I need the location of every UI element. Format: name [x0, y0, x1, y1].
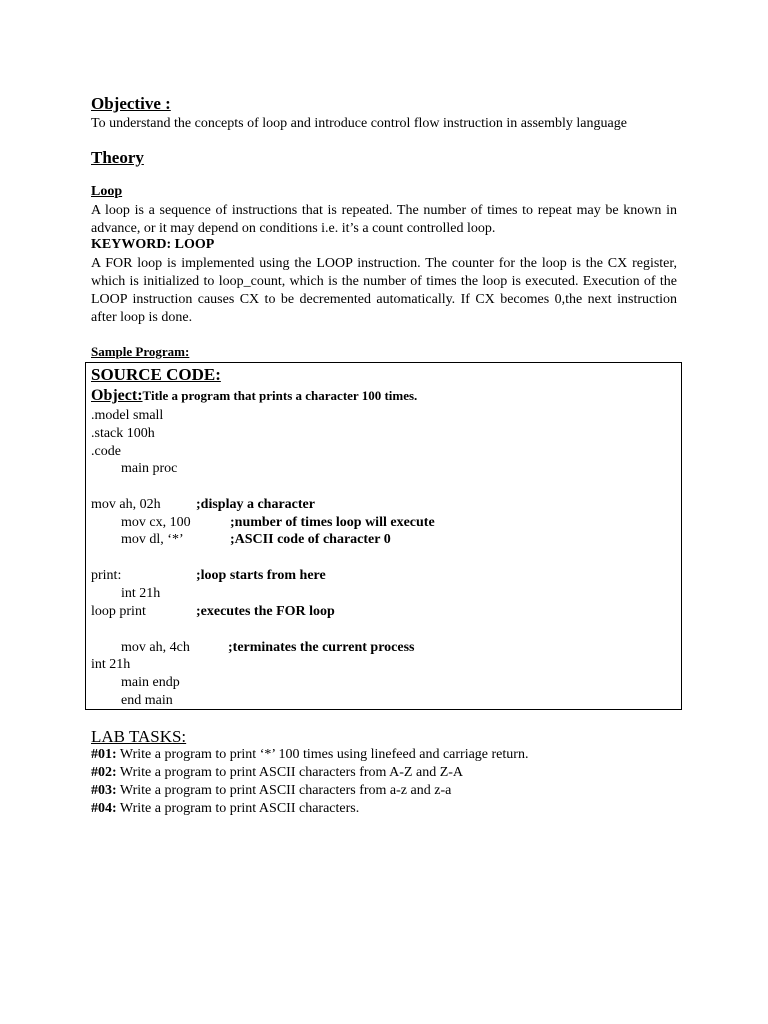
objective-text: To understand the concepts of loop and introduce control flow instruction in assembly language — [91, 116, 627, 131]
code-line: mov dl, ‘*’ — [121, 532, 184, 547]
lab-task-item — [91, 782, 451, 800]
lab-task-item — [91, 800, 359, 818]
code-line: main endp — [121, 675, 180, 690]
code-comment: ;executes the FOR loop — [196, 604, 335, 619]
object-line — [91, 387, 417, 406]
code-line: mov ah, 02h — [91, 497, 161, 512]
code-comment: ;loop starts from here — [196, 568, 326, 583]
code-line: end main — [121, 693, 173, 708]
loop-paragraph: A loop is a sequence of instructions that is repeated. The number of times to repeat may be known in advance, or it may depend on conditions i.e. it’s a count controlled loop. — [91, 203, 677, 236]
code-comment: ;display a character — [196, 497, 315, 512]
source-code-title-line — [91, 366, 221, 386]
theory-heading: Theory — [91, 148, 144, 167]
code-line: mov ah, 4ch — [121, 640, 190, 655]
object-label: Object: — [91, 387, 143, 404]
for-loop-paragraph: A FOR loop is implemented using the LOOP instruction. The counter for the loop is the CX register, which is initialized to loop_count, which is the number of times the loop is executed. Execution of the LOOP instruction causes CX to be decremented automatically. If CX becomes 0,the next instruction after loop is done. — [91, 256, 677, 325]
code-comment: ;number of times loop will execute — [230, 515, 435, 530]
task-text: Write a program to print ASCII characters from a-z and z-a — [116, 783, 452, 798]
loop-heading: Loop — [91, 184, 123, 199]
task-text: Write a program to print ASCII characters. — [116, 801, 360, 816]
code-line: .model small — [91, 408, 164, 423]
code-line: main proc — [121, 461, 178, 476]
code-line: print: — [91, 568, 122, 583]
code-comment: ;terminates the current process — [228, 640, 415, 655]
lab-tasks-heading: LAB TASKS: — [91, 727, 187, 746]
task-number: #01: — [91, 747, 117, 762]
code-line: int 21h — [91, 657, 131, 672]
code-comment: ;ASCII code of character 0 — [230, 532, 391, 547]
task-number: #02: — [91, 765, 117, 780]
lab-task-item — [91, 746, 528, 764]
lab-task-item — [91, 764, 463, 782]
task-number: #04: — [91, 801, 117, 816]
objective-heading: Objective : — [91, 94, 171, 113]
task-number: #03: — [91, 783, 117, 798]
keyword-heading: KEYWORD: LOOP — [91, 237, 215, 252]
code-line: mov cx, 100 — [121, 515, 191, 530]
sample-program-heading: Sample Program: — [91, 344, 190, 359]
code-line: int 21h — [121, 586, 161, 601]
code-line: .stack 100h — [91, 426, 155, 441]
code-line: .code — [91, 444, 121, 459]
source-code-box — [85, 362, 682, 710]
source-code-title: SOURCE CODE: — [91, 365, 221, 384]
task-text: Write a program to print ‘*’ 100 times using linefeed and carriage return. — [116, 747, 529, 762]
object-text: Title a program that prints a character 100 times. — [142, 388, 418, 403]
code-line: loop print — [91, 604, 146, 619]
task-text: Write a program to print ASCII characters from A-Z and Z-A — [116, 765, 464, 780]
